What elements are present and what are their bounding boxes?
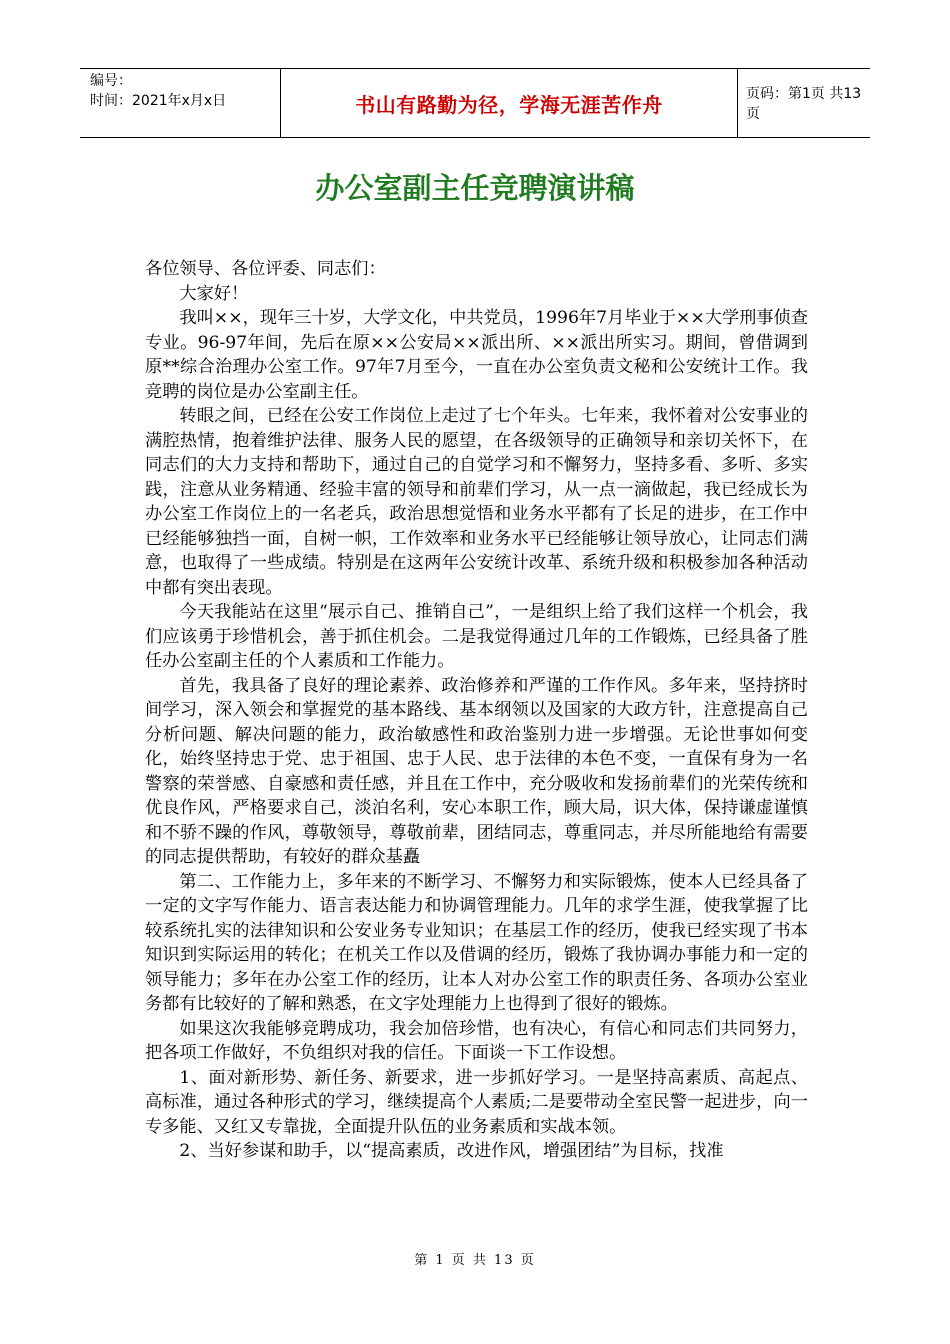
body-paragraph: 转眼之间，已经在公安工作岗位上走过了七个年头。七年来，我怀着对公安事业的满腔热情，抱着维护法律、服务人民的愿望，在各级领导的正确领导和亲切关怀下，在同志们的大力支持和帮助下，通过自己的自觉学习和不懈努力，坚持多看、多听、多实践，注意从业务精通、经验丰富的领导和前辈们学习，从一点一滴做起，我已经成长为办公室工作岗位上的一名老兵，政治思想觉悟和业务水平都有了长足的进步，在工作中已经能够独挡一面，自树一帜，工作效率和业务水平已经能够让领导放心，让同志们满意，也取得了一些成绩。特别是在这两年公安统计改革、系统升级和积极参加各种活动中都有突出表现。 xyxy=(145,406,808,598)
body-paragraph: 首先，我具备了良好的理论素养、政治修养和严谨的工作作风。多年来，坚持挤时间学习，深入领会和掌握党的基本路线、基本纲领以及国家的大政方针，注意提高自己分析问题、解决问题的能力，政治敏感性和政治鉴别力进一步增强。无论世事如何变化，始终坚持忠于党、忠于祖国、忠于人民、忠于法律的本色不变，一直保有身为一名警察的荣誉感、自豪感和责任感，并且在工作中，充分吸收和发扬前辈们的光荣传统和优良作风，严格要求自己，淡泊名利，安心本职工作，顾大局，识大体，保持谦虚谨慎和不骄不躁的作风，尊敬领导，尊敬前辈，团结同志，尊重同志，并尽所能地给有需要的同志提供帮助，有较好的群众基矗 xyxy=(145,675,808,867)
body-paragraph: 2、当好参谋和助手，以“提高素质，改进作风，增强团结”为目标，找准 xyxy=(179,1141,724,1161)
header-table xyxy=(80,68,870,138)
header-meta-cell xyxy=(80,69,280,137)
header-page-info: 页码：第1页 共13页 xyxy=(746,86,862,122)
greeting-line: 各位领导、各位评委、同志们： xyxy=(145,259,386,279)
document-title: 办公室副主任竞聘演讲稿 xyxy=(315,171,635,205)
document-body xyxy=(145,257,808,1164)
page-footer: 第 1 页 共 13 页 xyxy=(414,1253,536,1268)
header-motto: 书山有路勤为径，学海无涯苦作舟 xyxy=(280,69,738,137)
body-paragraph: 如果这次我能够竞聘成功，我会加倍珍惜，也有决心，有信心和同志们共同努力，把各项工作做好，不负组织对我的信任。下面谈一下工作设想。 xyxy=(145,1018,808,1063)
document-time-label: 时间：2021年x月x日 xyxy=(90,93,227,109)
body-paragraph: 今天我能站在这里“展示自己、推销自己”，一是组织上给了我们这样一个机会，我们应该勇于珍惜机会，善于抓住机会。二是我觉得通过几年的工作锻炼，已经具备了胜任办公室副主任的个人素质和工作能力。 xyxy=(145,602,808,671)
body-paragraph: 1、面对新形势、新任务、新要求，进一步抓好学习。一是坚持高素质、高起点、高标准，通过各种形式的学习，继续提高个人素质;二是要带动全室民警一起进步，向一专多能、又红又专靠拢，全面提升队伍的业务素质和实战本领。 xyxy=(145,1067,808,1137)
body-paragraph: 大家好！ xyxy=(179,283,249,304)
document-number-label: 编号： xyxy=(90,73,132,89)
body-paragraph: 我叫××，现年三十岁，大学文化，中共党员，1996年7月毕业于××大学刑事侦查专业。96-97年间，先后在原××公安局××派出所、××派出所实习。期间，曾借调到原**综合治理办公室工作。97年7月至今，一直在办公室负责文秘和公安统计工作。我竞聘的岗位是办公室副主任。 xyxy=(145,308,808,402)
body-paragraph: 第二、工作能力上，多年来的不断学习、不懈努力和实际锻炼，使本人已经具备了一定的文字写作能力、语言表达能力和协调管理能力。几年的求学生涯，使我掌握了比较系统扎实的法律知识和公安业务专业知识；在基层工作的经历，使我已经实现了书本知识到实际运用的转化；在机关工作以及借调的经历，锻炼了我协调办事能力和一定的领导能力；多年在办公室工作的经历，让本人对办公室工作的职责任务、各项办公室业务都有比较好的了解和熟悉，在文字处理能力上也得到了很好的锻炼。 xyxy=(145,871,808,1014)
